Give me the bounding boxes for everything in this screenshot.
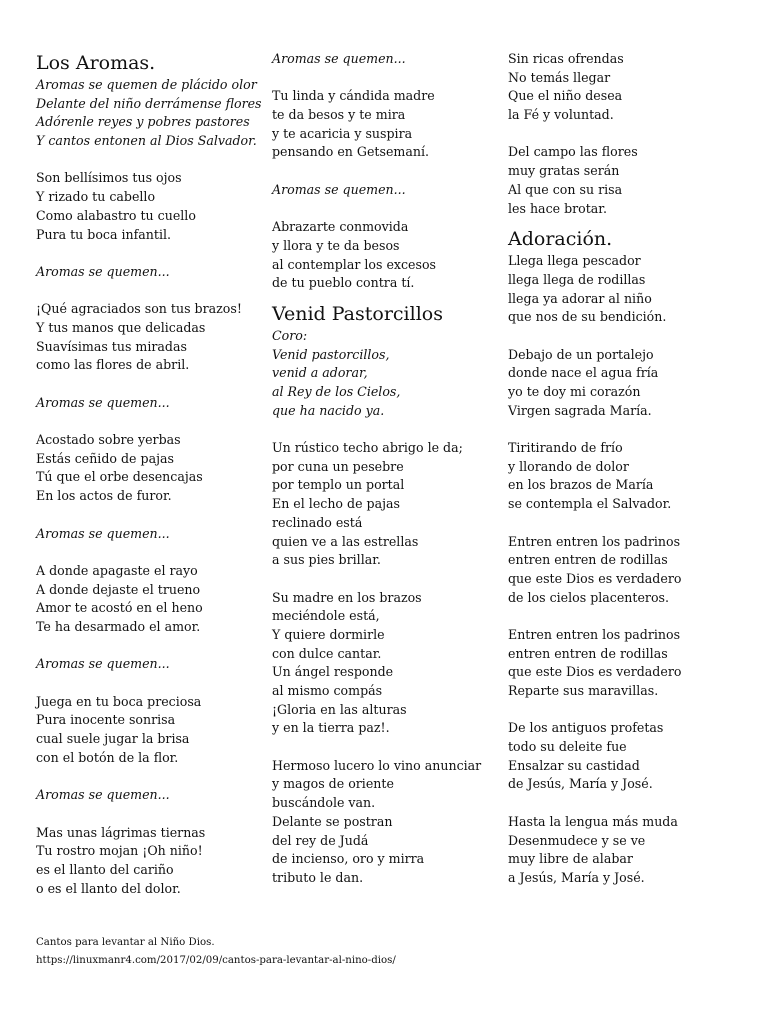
lyric-line: es el llanto del cariño [36,861,174,877]
chorus-line: Aromas se quemen... [36,787,170,803]
lyric-line: Tu linda y cándida madre [272,88,435,104]
lyric-line: Suavísimas tus miradas [36,338,187,354]
chorus-line: Y cantos entonen al Dios Salvador. [36,133,257,149]
lyric-line: del rey de Judá [272,832,369,848]
lyric-line: Al que con su risa [508,181,623,197]
chorus-line: Aromas se quemen... [36,656,170,672]
lyric-line: Un rústico techo abrigo le da; [272,440,463,456]
stanza-break [508,607,748,626]
song-title-los-aromas: Los Aromas. [36,52,156,74]
column-2 [272,50,508,888]
lyrics-block [272,327,508,888]
stanza-break [508,327,748,346]
lyric-line: Son bellísimos tus ojos [36,170,182,186]
lyric-line: entren entren de rodillas [508,645,668,661]
lyric-line: y llora y te da besos [272,237,400,253]
lyric-line: Virgen sagrada María. [508,402,652,418]
lyric-line: reclinado está [272,514,363,530]
stanza-break [36,282,268,301]
stanza-break [508,794,748,813]
lyric-line: En los actos de furor. [36,488,172,504]
lyric-line: a Jesús, María y José. [508,869,645,885]
lyric-line: entren entren de rodillas [508,552,668,568]
stanza-break [36,244,268,263]
lyric-line: con dulce cantar. [272,645,382,661]
lyric-line: llega ya adorar al niño [508,290,652,306]
lyric-line: y llorando de dolor [508,458,629,474]
chorus-line: Aromas se quemen... [36,525,170,541]
stanza-break [36,543,268,562]
footer [36,934,396,970]
stanza-break [36,412,268,431]
lyric-line: De los antiguos profetas [508,720,664,736]
chorus-line: Adórenle reyes y pobres pastores [36,114,250,130]
footer-caption: Cantos para levantar al Niño Dios. [36,937,215,948]
lyric-line: llega llega de rodillas [508,271,646,287]
stanza-break [272,162,508,181]
lyric-line: tributo le dan. [272,869,364,885]
lyric-line: Amor te acostó en el heno [36,600,203,616]
lyric-line: y magos de oriente [272,776,394,792]
lyric-line: A donde dejaste el trueno [36,581,201,597]
lyric-line: te da besos y te mira [272,107,406,123]
lyric-line: de incienso, oro y mirra [272,851,425,867]
lyric-line: al contemplar los excesos [272,256,437,272]
stanza-break [36,767,268,786]
stanza-break [508,125,748,144]
lyric-line: por templo un portal [272,477,405,493]
lyric-line: por cuna un pesebre [272,458,404,474]
stanza-break [36,637,268,656]
footer-url[interactable]: https://linuxmanr4.com/2017/02/09/cantos-para-levantar-al-nino-dios/ [36,955,396,966]
lyric-line: Pura inocente sonrisa [36,712,176,728]
song-title-venid-pastorcillos: Venid Pastorcillos [272,302,443,325]
stanza-break [36,506,268,525]
lyric-line: Llega llega pescador [508,253,641,269]
chorus-line: al Rey de los Cielos, [272,384,401,399]
chorus-line: Delante del niño derrámense flores [36,95,262,111]
lyric-line: Acostado sobre yerbas [36,432,181,448]
lyric-line: Tiritirando de frío [508,440,623,456]
lyric-line: les hace brotar. [508,200,607,216]
lyric-line: Del campo las flores [508,144,638,160]
lyric-line: en los brazos de María [508,477,654,493]
lyric-line: Hermoso lucero lo vino anunciar [272,757,482,773]
stanza-break [36,674,268,693]
lyric-line: Ensalzar su castidad [508,757,640,773]
lyric-line: la Fé y voluntad. [508,107,614,123]
lyric-line: Y rizado tu cabello [36,189,156,205]
lyric-line: que este Dios es verdadero [508,570,682,586]
lyric-line: se contempla el Salvador. [508,496,672,512]
lyric-line: No temás llegar [508,69,611,85]
lyric-line: que este Dios es verdadero [508,664,682,680]
column-3 [508,50,748,888]
stanza-break [272,69,508,88]
lyric-line: En el lecho de pajas [272,496,400,512]
lyric-line: Reparte sus maravillas. [508,683,659,698]
stanza-break [272,420,508,439]
lyric-line: meciéndole está, [272,608,380,624]
column-1 [36,50,268,898]
stanza-break [508,701,748,720]
lyric-line: de los cielos placenteros. [508,589,670,605]
lyric-line: con el botón de la flor. [36,749,179,765]
chorus-line: Venid pastorcillos, [272,346,390,362]
chorus-line: Aromas se quemen de plácido olor [36,77,257,92]
stanza-break [272,570,508,589]
lyric-line: como las flores de abril. [36,357,190,373]
lyric-line: Te ha desarmado el amor. [36,618,201,634]
lyric-line: Sin ricas ofrendas [508,51,624,66]
chorus-line: Aromas se quemen... [272,51,406,66]
lyric-line: de Jesús, María y José. [508,776,653,792]
lyrics-block [508,50,748,218]
lyric-line: al mismo compás [272,683,383,698]
lyric-line: Entren entren los padrinos [508,533,681,549]
chorus-line: Coro: [272,327,308,343]
lyric-line: Mas unas lágrimas tiernas [36,824,206,840]
lyric-line: Tu rostro mojan ¡Oh niño! [36,843,203,859]
lyric-line: ¡Gloria en las alturas [272,701,407,717]
lyric-line: Debajo de un portalejo [508,346,654,362]
chorus-line: Aromas se quemen... [36,263,170,279]
lyric-line: Delante se postran [272,813,393,829]
lyric-line: ¡Qué agraciados son tus brazos! [36,301,242,317]
chorus-line: Aromas se quemen... [272,181,406,197]
chorus-line: Aromas se quemen... [36,394,170,410]
lyrics-block [272,50,508,293]
stanza-break [36,375,268,394]
stanza-break [508,420,748,439]
lyric-line: Su madre en los brazos [272,589,422,605]
lyric-line: muy gratas serán [508,163,620,179]
lyric-line: buscándole van. [272,795,376,811]
lyric-line: Pura tu boca infantil. [36,226,172,242]
lyric-line: Hasta la lengua más muda [508,813,678,829]
lyric-line: muy libre de alabar [508,851,633,867]
lyrics-block [508,252,748,887]
song-title-adoracion: Adoración. [508,228,613,251]
lyric-line: Como alabastro tu cuello [36,207,196,223]
stanza-break [36,151,268,170]
lyric-line: de tu pueblo contra tí. [272,275,415,291]
lyric-line: Y quiere dormirle [272,626,385,642]
lyric-line: Juega en tu boca preciosa [36,693,202,709]
lyric-line: Y tus manos que delicadas [36,319,206,335]
lyric-line: quien ve a las estrellas [272,533,419,549]
stanza-break [36,805,268,824]
stanza-break [272,738,508,757]
chorus-line: venid a adorar, [272,365,368,381]
lyric-line: A donde apagaste el rayo [36,562,198,578]
lyric-line: yo te doy mi corazón [508,384,641,399]
lyric-line: cual suele jugar la brisa [36,731,190,747]
lyric-line: a sus pies brillar. [272,552,381,568]
stanza-break [508,514,748,533]
chorus-line: que ha nacido ya. [272,402,385,418]
lyric-line: Entren entren los padrinos [508,626,681,642]
lyric-line: y te acaricia y suspira [272,125,413,141]
lyric-line: Desenmudece y se ve [508,832,646,848]
lyric-line: o es el llanto del dolor. [36,880,181,896]
lyric-line: todo su deleite fue [508,739,627,755]
lyric-line: pensando en Getsemaní. [272,144,430,160]
lyric-line: Tú que el orbe desencajas [36,469,203,485]
lyric-line: Abrazarte conmovida [272,219,409,235]
lyric-line: Un ángel responde [272,664,394,680]
lyric-line: y en la tierra paz!. [272,720,390,736]
stanza-break [272,200,508,219]
lyric-line: Estás ceñido de pajas [36,450,174,466]
lyrics-block [36,76,268,898]
lyric-line: Que el niño desea [508,88,623,104]
lyric-line: que nos de su bendición. [508,309,667,325]
lyric-line: donde nace el agua fría [508,365,659,381]
